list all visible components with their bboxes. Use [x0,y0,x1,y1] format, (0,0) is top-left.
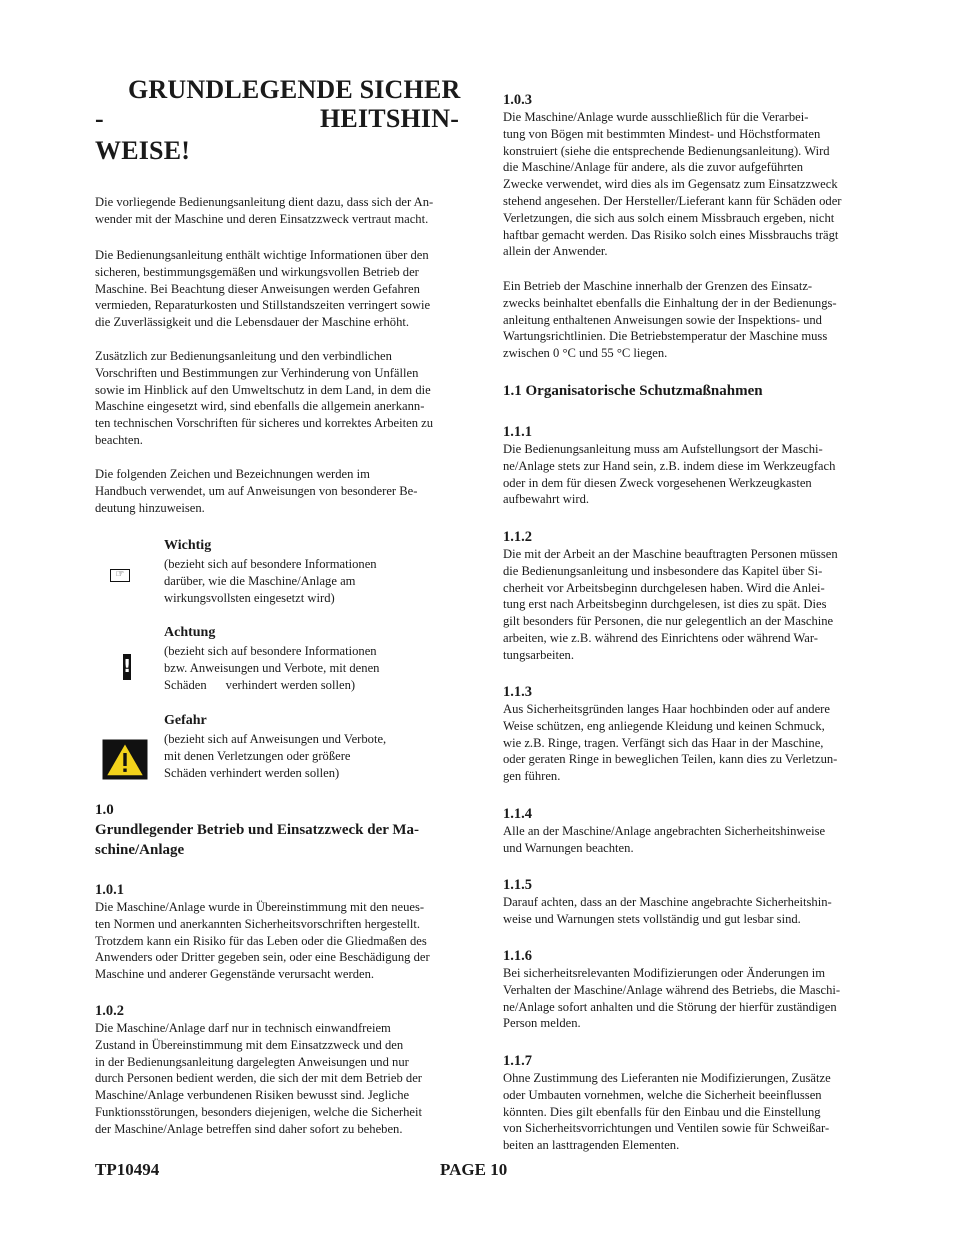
text-line: Die mit der Arbeit an der Maschine beauftragten Personen müssen [503,547,838,561]
intro-paragraph-4 [95,466,480,516]
text-line: wie z.B. Ringe, tragen. Verfängt sich das Haar in der Maschine, [503,735,824,750]
text-line: Alle an der Maschine/Anlage angebrachten Sicherheitshinweise [503,824,826,838]
section-title: 1.1 Organisatorische Schutzmaßnahmen [503,383,763,399]
page-title-line-2-dash: - [95,104,104,133]
text-line: Zwecke verwendet, wird dies als im Gegensatz zum Einsatzzweck [503,177,838,192]
text-line: die Bedienungsanleitung und insbesondere das Kapitel über Si- [503,563,823,578]
section-number: 1.0.2 [95,1003,124,1019]
text-line: oder geraten Ringe in beweglichen Teilen, kann dies zu Verletzun- [503,752,838,767]
exclamation-icon: ! [123,654,131,680]
intro-paragraph-1 [95,194,480,228]
text-line: Aus Sicherheitsgründen langes Haar hochbinden oder auf andere [503,702,830,716]
section-1-1-3 [503,684,893,785]
section-number: 1.1.5 [503,877,532,893]
footer-page-number: PAGE 10 [440,1160,508,1179]
warning-triangle-icon [102,739,148,780]
legend-wichtig [164,537,464,606]
section-title: schine/Anlage [95,842,185,858]
page-title-line-2: HEITSHIN- [320,104,460,133]
legend-gefahr-title: Gefahr [164,713,207,728]
text-line: Zusätzlich zur Bedienungsanleitung und den verbindlichen [95,349,392,363]
text-line: (bezieht sich auf Anweisungen und Verbote, [164,732,387,746]
text-line: Zustand in Übereinstimmung mit dem Einsatzzweck und den [95,1037,404,1052]
text-line: Verhalten der Maschine/Anlage während des Betriebs, die Maschi- [503,982,841,997]
text-line: tungsarbeiten. [503,647,574,662]
text-line: allein der Anwender. [503,244,608,259]
text-line: weise und Warnungen stets vollständig und gut lesbar sind. [503,911,801,926]
text-line: beiten an lasttragenden Elementen. [503,1138,680,1153]
text-line: zwecks beinhaltet ebenfalls die Einhaltung der in der Bedienungs- [503,295,837,310]
text-line: die Zuverlässigkeit und die Lebensdauer der Maschine erhöht. [95,315,410,330]
legend-achtung-title: Achtung [164,625,216,640]
section-1-1-4 [503,806,893,857]
section-1-0 [95,800,480,860]
text-line: ten technischen Vorschriften für sicheres und korrektes Arbeiten zu [95,416,434,431]
text-line: Handbuch verwendet, um auf Anweisungen von besonderer Be- [95,483,418,498]
text-line: arbeiten, wie z.B. während des Einrichtens oder während War- [503,630,818,645]
text-line: Die Bedienungsanleitung enthält wichtige Informationen über den [95,248,429,262]
section-1-1-2 [503,529,893,664]
text-line: sowie im Hinblick auf den Umweltschutz in dem Land, in dem die [95,382,431,397]
text-line: cherheit vor Arbeitsbeginn durchgelesen haben. Wird die Anlei- [503,580,825,595]
text-line: durch Personen bedient werden, die sich der mit dem Betrieb der [95,1071,422,1086]
text-line: Bei sicherheitsrelevanten Modifizierungen oder Änderungen im [503,966,826,980]
intro-paragraph-2 [95,247,480,331]
text-line: beachten. [95,432,143,447]
section-1-0-1 [95,882,480,983]
section-number: 1.1.7 [503,1053,532,1069]
text-line: sicheren, bestimmungsgemäßen und wirkungsvollen Betrieb der [95,264,419,279]
text-line: Schäden verhindert werden sollen) [164,765,340,780]
section-number: 1.1.3 [503,684,532,700]
text-line: Vorschriften und Bestimmungen zur Verhinderung von Unfällen [95,365,419,380]
text-line: ten Normen und anerkannten Sicherheitsvorschriften hergestellt. [95,916,421,931]
text-line: Maschine eingesetzt wird, sind ebenfalls die allgemein anerkann- [95,399,425,414]
text-line: Die Maschine/Anlage wurde ausschließlich für die Verarbei- [503,110,809,124]
text-line: stehend angesehen. Der Hersteller/Lieferant kann für Schäden oder [503,193,842,208]
text-line: oder in dem für diesen Zweck vorgesehenen Werkzeugkasten [503,475,812,490]
section-1-1-1 [503,424,893,508]
section-number: 1.1.6 [503,948,532,964]
text-line: Maschine. Bei Beachtung dieser Anweisungen werden Gefahren [95,281,420,296]
text-line: Weise schützen, eng anliegende Kleidung und keinen Schmuck, [503,718,825,733]
text-line: wender mit der Maschine und deren Einsatzzweck vertraut macht. [95,211,429,226]
legend-achtung [164,624,464,693]
section-number: 1.1.4 [503,806,532,822]
text-line: Verletzungen, die sich aus solch einem Missbrauch ergeben, nicht [503,210,835,225]
section-1-0-3-paragraph-2 [503,278,893,362]
text-line: Die Bedienungsanleitung muss am Aufstellungsort der Maschi- [503,442,823,456]
text-fragment: Schäden [164,677,207,692]
text-line: tung erst nach Arbeitsbeginn durchgelesen, ist dies zu spät. Dies [503,597,827,612]
text-line: ne/Anlage sofort anhalten und die Störung der hierfür zuständigen [503,999,837,1014]
text-line: bzw. Anweisungen und Verbote, mit denen [164,660,380,675]
text-line: (bezieht sich auf besondere Informationen [164,557,377,571]
text-line: von Sicherheitsvorrichtungen und Ventilen sowie für Schweißar- [503,1121,830,1136]
section-number: 1.0.1 [95,882,124,898]
footer-doc-id: TP10494 [95,1160,160,1179]
section-number: 1.1.1 [503,424,532,440]
text-line: zwischen 0 °C und 55 °C liegen. [503,346,668,361]
text-line: gilt besonders für Personen, die nur gelegentlich an der Maschine [503,614,834,629]
text-line: Anwenders oder Dritter gegeben sein, oder eine Beschädigung der [95,950,430,965]
text-line: Maschine/Anlage verbundenen Risiken bewusst sind. Jegliche [95,1088,410,1103]
intro-paragraph-3 [95,348,480,449]
pointing-hand-icon: ☞ [110,569,130,582]
section-1-0-3 [503,92,893,260]
text-line: in der Bedienungsanleitung dargelegten Anweisungen und nur [95,1054,409,1069]
text-line: Ein Betrieb der Maschine innerhalb der Grenzen des Einsatz- [503,279,813,293]
text-line: gen führen. [503,769,561,784]
text-line: Die folgenden Zeichen und Bezeichnungen werden im [95,467,370,481]
text-line: haftbar gemacht werden. Das Risiko solch eines Missbrauchs trägt [503,227,839,242]
text-line: Wartungsrichtlinien. Die Betriebstemperatur der Maschine muss [503,329,828,344]
text-line: wirkungsvollsten eingesetzt wird) [164,590,335,605]
text-fragment: verhindert werden sollen) [225,677,356,692]
text-line: Die Maschine/Anlage wurde in Übereinstimmung mit den neues- [95,900,425,914]
text-line: (bezieht sich auf besondere Informationen [164,644,377,658]
text-line: oder Umbauten vornehmen, welche die Sicherheit beeinflussen [503,1087,822,1102]
text-line: könnten. Dies gilt ebenfalls für den Einbau und die Einstellung [503,1104,821,1119]
section-1-0-2 [95,1003,480,1138]
text-line: konstruiert (siehe die entsprechende Bedienungsanleitung). Wird [503,143,830,158]
page-title-line-1: GRUNDLEGENDE SICHER [128,75,461,104]
legend-wichtig-title: Wichtig [164,538,212,553]
section-1-1-5 [503,877,893,928]
text-line: darüber, wie die Maschine/Anlage am [164,573,356,588]
text-line: Die Maschine/Anlage darf nur in technisch einwandfreiem [95,1021,391,1035]
text-line: die Maschine/Anlage für andere, als die zuvor aufgeführten [503,160,804,175]
text-line: Ohne Zustimmung des Lieferanten nie Modifizierungen, Zusätze [503,1071,831,1085]
text-line: tung von Bögen mit bestimmten Mindest- und Höchstformaten [503,126,821,141]
text-line: ne/Anlage stets zur Hand sein, z.B. indem diese im Werkzeugfach [503,458,836,473]
section-title: Grundlegender Betrieb und Einsatzzweck der Ma- [95,822,420,838]
text-line: Maschine und anderer Gegenstände verursacht werden. [95,967,375,982]
text-line: Darauf achten, dass an der Maschine angebrachte Sicherheitshin- [503,895,832,909]
text-line: Funktionsstörungen, besonders diejenigen, welche die Sicherheit [95,1104,423,1119]
section-1-1-6 [503,948,893,1032]
legend-gefahr [164,712,464,781]
text-line: Trotzdem kann ein Risiko für das Leben oder die Gliedmaßen des [95,933,427,948]
text-line: deutung hinzuweisen. [95,500,205,515]
text-line: Die vorliegende Bedienungsanleitung dient dazu, dass sich der An- [95,195,434,209]
text-line: und Warnungen beachten. [503,840,634,855]
section-number: 1.0 [95,802,114,818]
text-line: anleitung enthaltenen Anweisungen sowie der Inspektions- und [503,312,822,327]
text-line: mit denen Verletzungen oder größere [164,748,351,763]
text-line: Person melden. [503,1016,581,1031]
section-number: 1.1.2 [503,529,532,545]
page-title-line-3: WEISE! [95,136,191,165]
section-1-1-7 [503,1053,893,1154]
text-line: der Maschine/Anlage betreffen sind daher sofort zu beheben. [95,1121,403,1136]
text-line: vermieden, Reparaturkosten und Stillstandszeiten verringert sowie [95,298,431,313]
text-line: aufbewahrt wird. [503,492,590,507]
section-1-1 [503,381,893,401]
section-number: 1.0.3 [503,92,532,108]
